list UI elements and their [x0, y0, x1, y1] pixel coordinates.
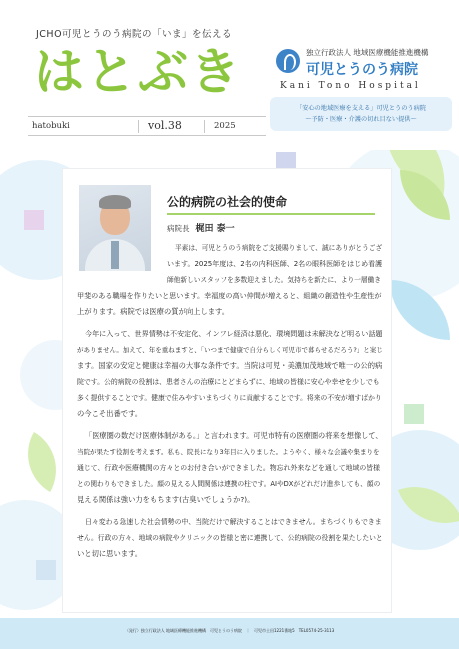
paragraph-line: 多く提供することです。健康で住みやすいまちづくりに貢献することです。将来の不安が増すばかり — [77, 394, 382, 402]
title-underline — [167, 213, 375, 215]
masthead-romaji: hatobuki — [32, 121, 70, 131]
paragraph-line: の今こそ出番です。 — [77, 409, 143, 418]
paragraph-line: 師他新しいスタッフを多数迎えました。気持ちを新たに、より一層働き — [167, 276, 381, 284]
photo-hair — [99, 195, 131, 209]
tagline: JCHO可児とうのう病院の「いま」を伝える — [36, 29, 233, 40]
masthead-title: はとぶき — [34, 43, 242, 101]
paragraph-line: との関わりもできました。顔の見える人間関係は連携の柱です。AIやDXがどれだけ進歩しても、顔の — [77, 480, 381, 488]
issue-year: 2025 — [214, 121, 236, 131]
article-panel — [62, 168, 392, 613]
paragraph-line: いと切に思います。 — [77, 549, 143, 558]
director-photo — [79, 185, 151, 271]
article-author — [167, 221, 235, 234]
hospital-block — [270, 35, 452, 143]
hospital-org: 独立行政法人 地域医療機能推進機構 — [306, 48, 429, 57]
author-name: 梶田 泰一 — [195, 224, 235, 234]
hospital-name-roman: Kani Tono Hospital — [280, 81, 421, 91]
publisher-info: 〈発行〉独立行政法人 地域医療機能推進機構 可児とうのう病院 ｜ 可児市土田1221番地5 TEL0574-25-3113 — [124, 628, 335, 633]
paragraph-line: 平素は、可児とうのう病院をご支援賜りまして、誠にありがとうござ — [175, 244, 383, 252]
divider — [138, 120, 139, 133]
paragraph-line: 日々変わる急速した社会情勢の中、当院だけで解決することはできません。まちづくりもできま — [85, 518, 382, 526]
paragraph-line: せん。行政の方々、地域の病院やクリニックの皆様と密に連携して、公的病院の役割を果たしたいと — [77, 534, 383, 542]
plus-icon — [404, 404, 424, 424]
hospital-logo-icon — [276, 49, 300, 73]
paragraph-line: 「医療圏の数だけ医療体制がある。」と言われます。可児市特有の医療圏の将来を想像して、 — [85, 431, 383, 440]
author-role: 病院長 — [167, 224, 190, 233]
hospital-slogan — [270, 97, 452, 131]
plus-icon — [24, 210, 44, 230]
paragraph-line: 見える関係は強い力をもちます(古臭いでしょうか?)。 — [77, 495, 255, 504]
paragraph-line: がありません。加えて、年を重ねますと、「いつまで健康で自分らしく可児市で暮らせるだろう?」と案じ — [77, 346, 383, 354]
paragraph-line: ます。国家の安定と健康は幸福の大事な条件です。当院は可児・美濃加茂地域で唯一の公的病 — [77, 361, 383, 370]
slogan-line: 「安心の地域医療を支える」可児とうのう病院 — [296, 105, 426, 112]
paragraph-line: 今年に入って、世界情勢は不安定化、インフレ経済は悪化、環境問題は未解決など明るい話題 — [85, 329, 383, 338]
footer — [0, 618, 459, 649]
slogan-line: ～予防・医療・介護の切れ目ない提供～ — [305, 116, 417, 123]
paragraph-line: 院です。公的病院の役割は、患者さんの治療にとどまらずに、地域の皆様に安心や幸せを少しでも — [77, 378, 380, 386]
photo-tie — [111, 241, 119, 269]
paragraph-line: 当院が果たす役割を考えます。私も、院長になり3年目に入りました。ようやく、様々な会議や集まりを — [77, 448, 380, 456]
issue-info-bar — [28, 116, 266, 136]
plus-icon — [36, 560, 56, 580]
paragraph-line: 上がります。病院では医療の質が向上します。 — [77, 307, 230, 316]
paragraph-line: 甲斐のある職場を作りたいと思います。幸福度の高い仲間が増えると、組織の創造性や生産性が — [77, 291, 382, 300]
volume-number: vol.38 — [148, 119, 182, 132]
paragraph-line: います。2025年度は、2名の内科医師、2名の眼科医師をはじめ看護 — [167, 260, 383, 268]
divider — [204, 120, 205, 133]
hospital-name: 可児とうのう病院 — [306, 62, 418, 78]
paragraph-line: 通じて、行政や医療機関の方々とのお付き合いができました。物忘れ外来などを通して地域の皆様 — [77, 464, 381, 472]
article-title: 公的病院の社会的使命 — [167, 195, 288, 209]
